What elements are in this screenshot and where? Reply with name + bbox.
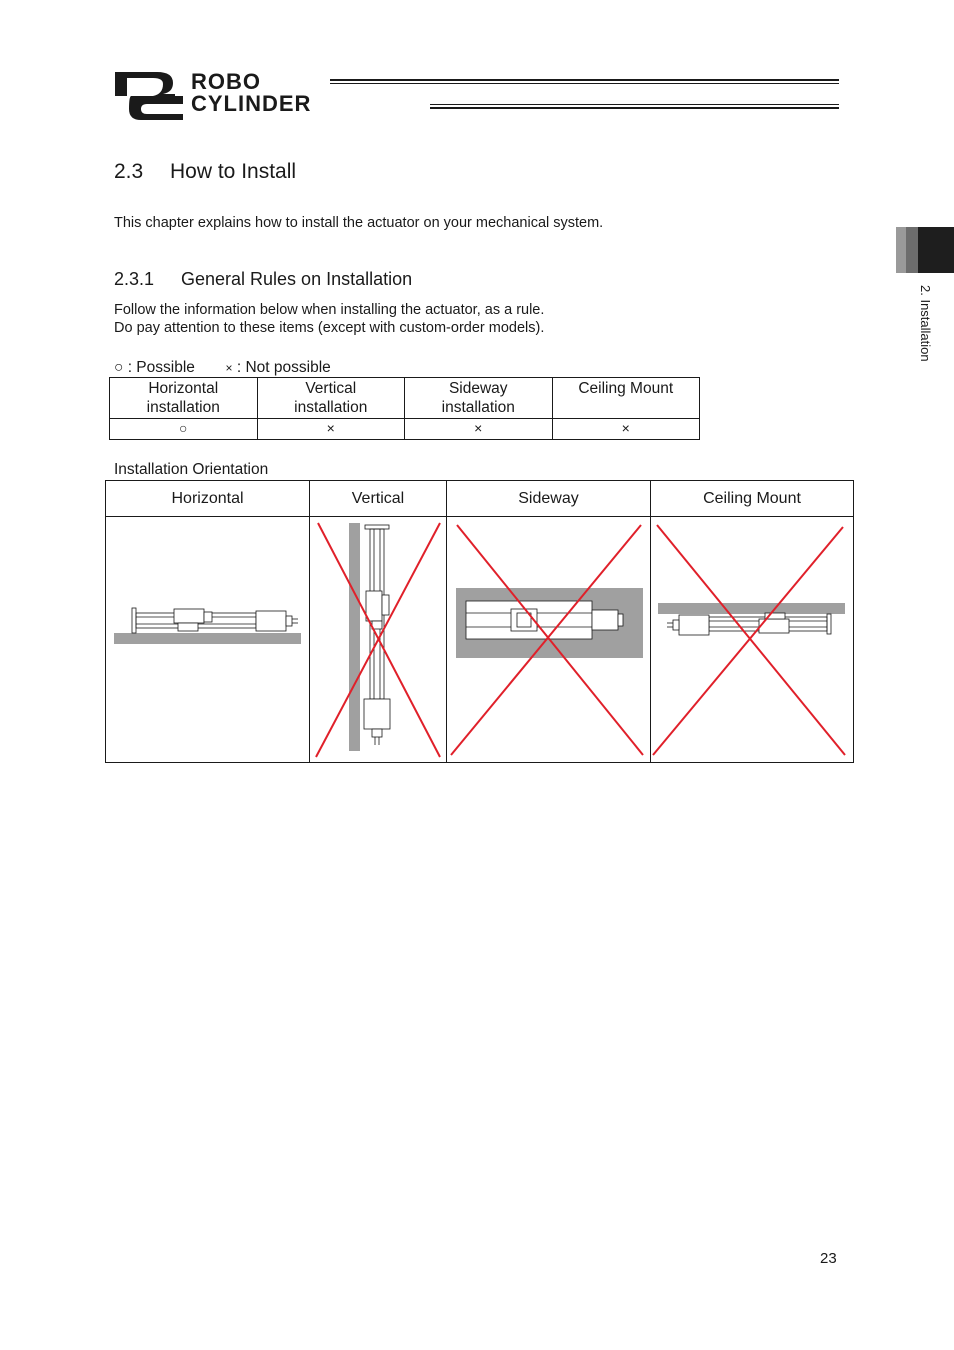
vertical-value: × [257, 419, 405, 440]
mounting-surface [114, 633, 301, 644]
col-ceiling-header: Ceiling Mount [552, 378, 700, 419]
orientation-header-vertical: Vertical [351, 490, 405, 507]
actuator [132, 608, 298, 633]
section-title: How to Install [170, 160, 297, 183]
side-tab-label: 2. Installation [918, 285, 933, 362]
not-possible-symbol: × [225, 361, 233, 375]
orientation-header-ceiling: Ceiling Mount [703, 490, 801, 507]
subsection-heading [114, 269, 412, 290]
section-number: 2.3 [114, 160, 144, 183]
header-rule-lower [430, 104, 839, 109]
brand-cylinder: CYLINDER [191, 91, 312, 116]
ceiling-surface [658, 603, 845, 614]
vertical-installation-illustration [310, 517, 446, 762]
section-heading [114, 160, 296, 184]
horizontal-installation-illustration [106, 517, 309, 762]
mounting-wall [349, 523, 360, 751]
orientation-header-sideway: Sideway [518, 490, 579, 507]
ceiling-value: × [552, 419, 700, 440]
subsection-number: 2.3.1 [114, 269, 155, 289]
table-header-row [110, 378, 700, 419]
col-vertical-header: Vertical installation [257, 378, 405, 419]
not-possible-label: : Not possible [236, 359, 331, 376]
table-row [110, 419, 700, 440]
orientation-caption: Installation Orientation [114, 461, 269, 478]
not-allowed-cross-icon [653, 525, 845, 755]
sideway-installation-illustration [447, 517, 650, 762]
page-number: 23 [820, 1250, 837, 1267]
rule-text-2: Do pay attention to these items (except with custom-order models). [114, 320, 545, 336]
robo-cylinder-logo-mark [113, 70, 185, 120]
sideway-value: × [405, 419, 553, 440]
side-tab-stripe-mid [906, 227, 918, 273]
section-intro: This chapter explains how to install the actuator on your mechanical system. [114, 215, 604, 231]
installation-rules-table [109, 377, 700, 440]
possible-label: : Possible [127, 359, 195, 376]
brand-robo: ROBO [191, 69, 261, 94]
col-horizontal-header: Horizontal installation [110, 378, 258, 419]
horizontal-value: ○ [110, 419, 258, 440]
rule-text-1: Follow the information below when installing the actuator, as a rule. [114, 302, 545, 318]
legend [114, 358, 331, 378]
subsection-title: General Rules on Installation [181, 269, 413, 289]
header-rule [330, 79, 839, 84]
ceiling-mount-illustration [651, 517, 853, 762]
side-tab-stripe-light [896, 227, 906, 273]
orientation-header-horizontal: Horizontal [171, 490, 244, 507]
col-sideway-header: Sideway installation [405, 378, 553, 419]
side-tab-block [918, 227, 954, 273]
possible-symbol: ○ [114, 359, 124, 376]
actuator [667, 613, 831, 635]
